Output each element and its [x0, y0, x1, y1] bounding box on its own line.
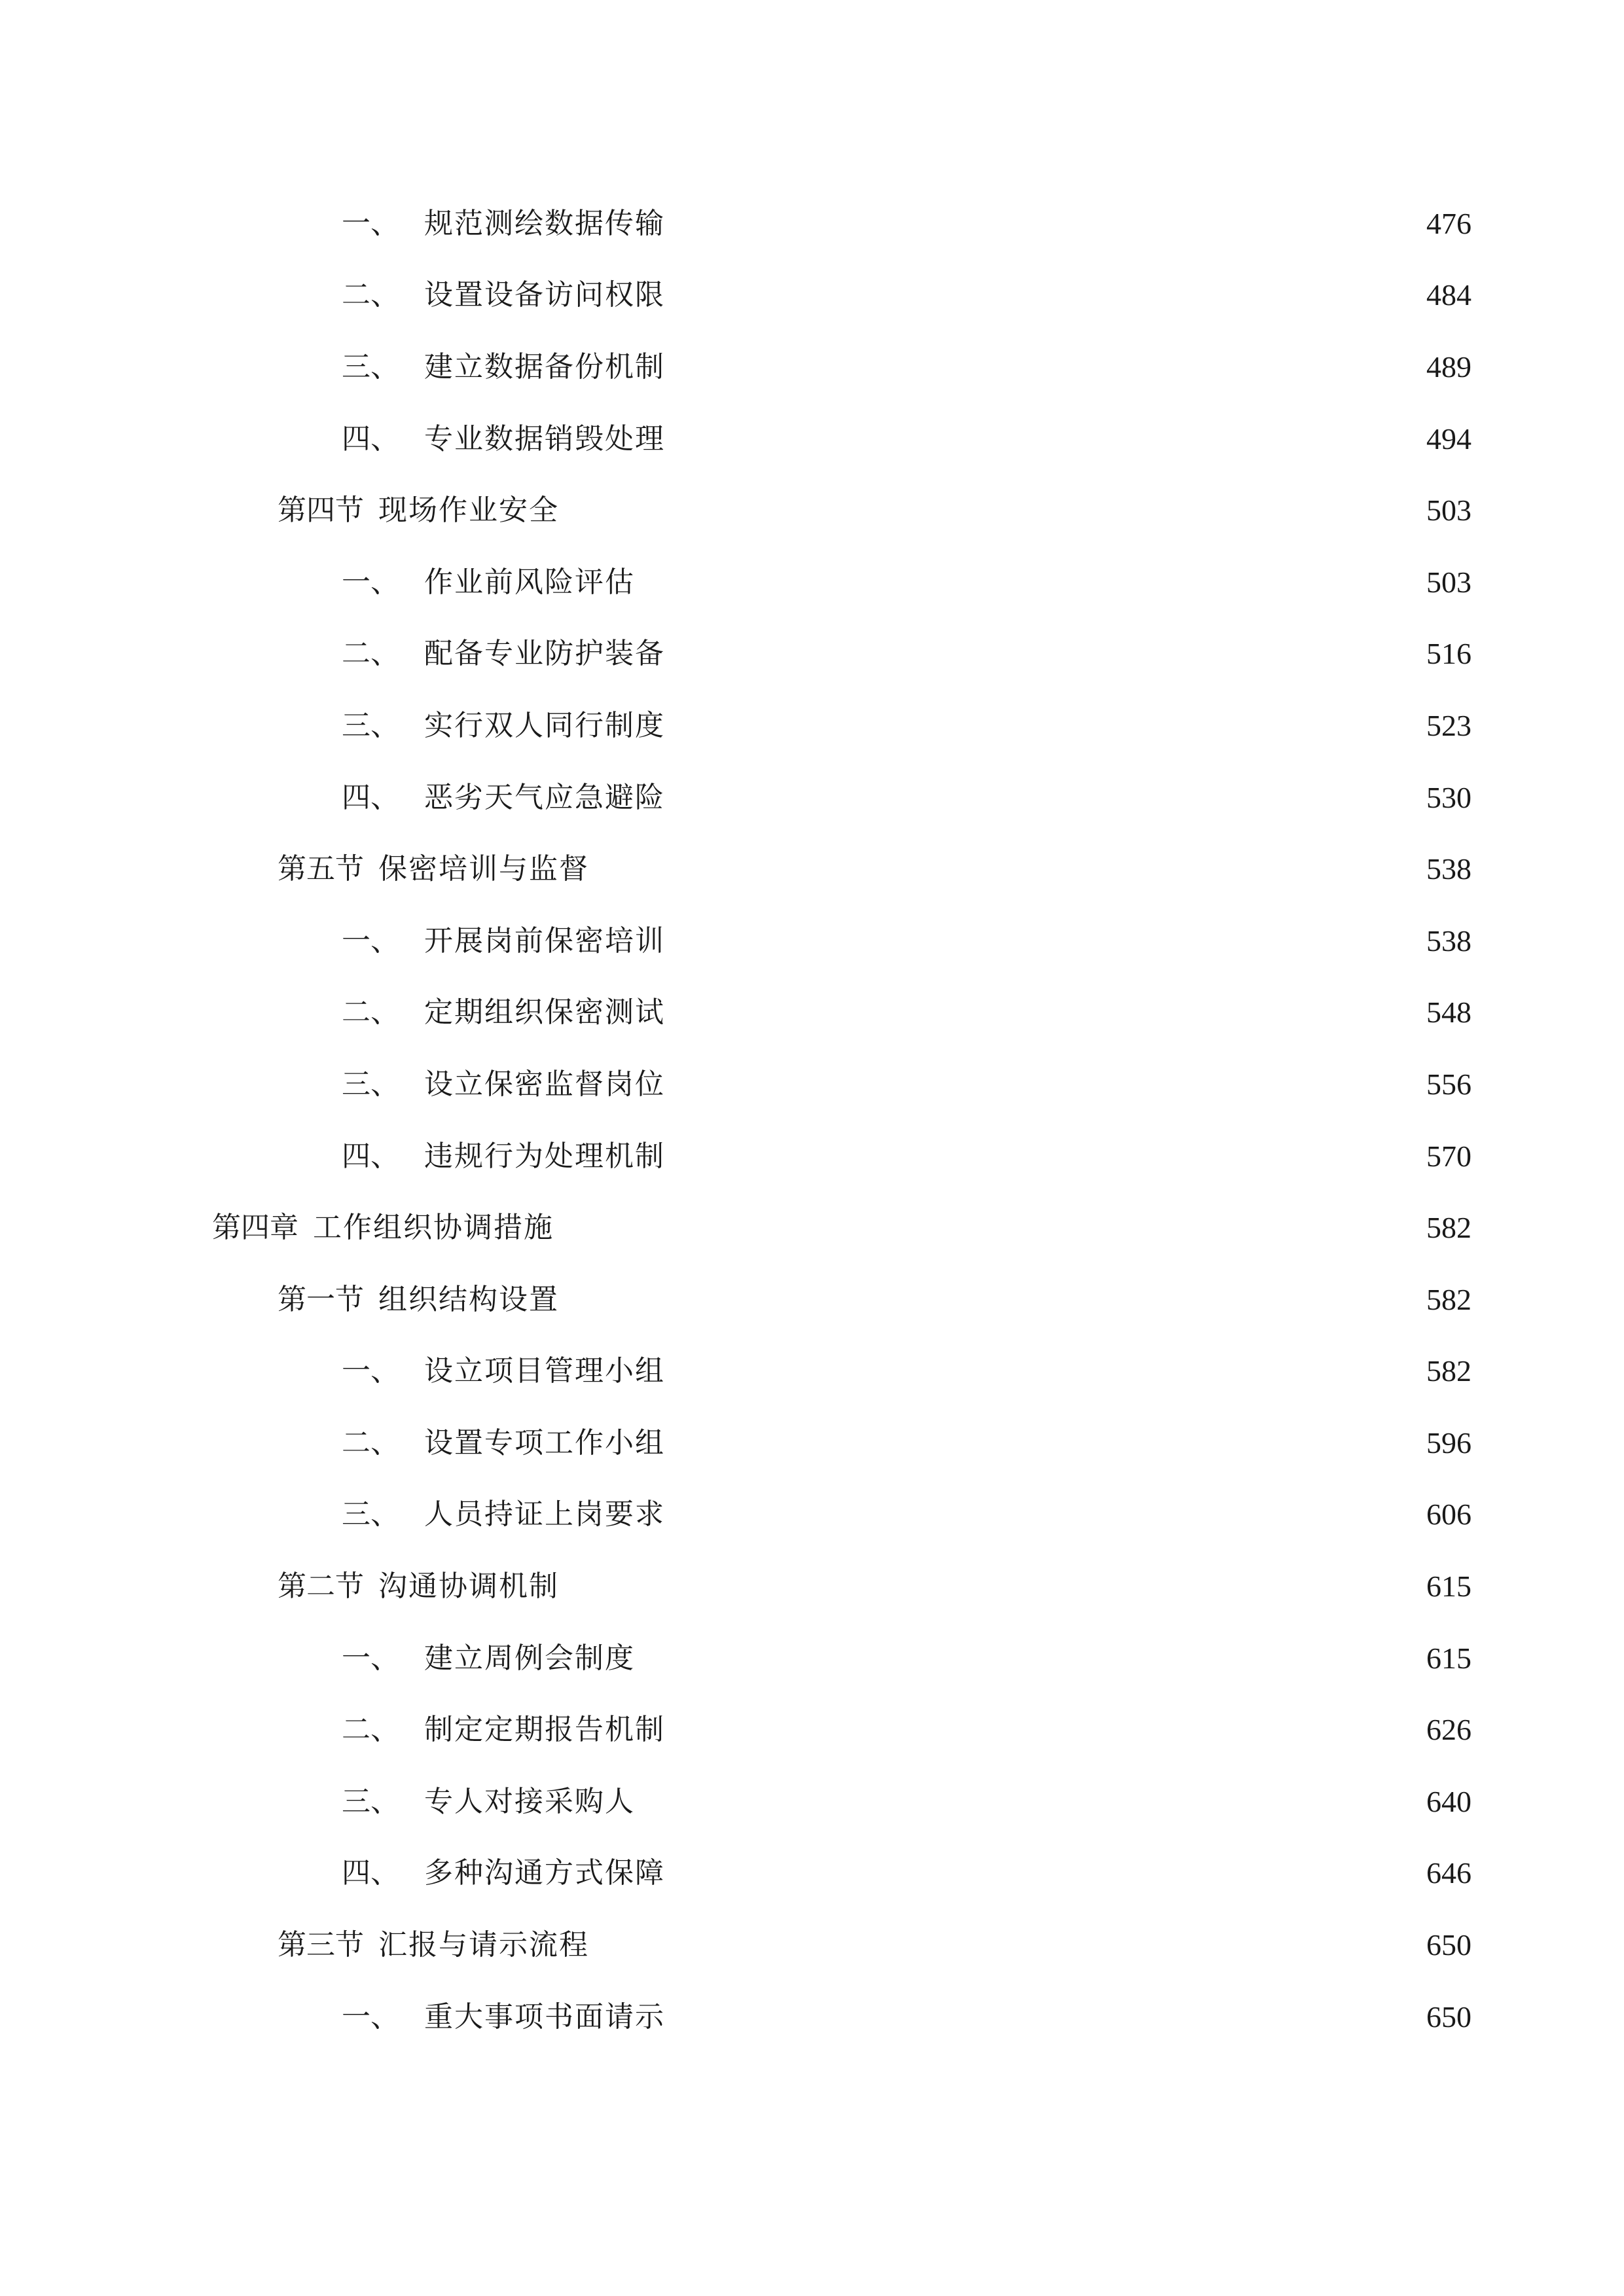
toc-entry-page-number: 548	[1426, 996, 1471, 1030]
toc-entry-page-number: 615	[1426, 1641, 1471, 1675]
toc-entry[interactable]	[0, 1192, 1624, 1264]
dot-leader	[674, 1500, 1388, 1529]
toc-entry[interactable]	[0, 403, 1624, 475]
toc-entry-number: 二、	[342, 1426, 399, 1460]
dot-leader	[674, 425, 1388, 454]
toc-entry[interactable]	[0, 475, 1624, 547]
toc-entry-title: 实行双人同行制度	[424, 708, 665, 742]
dot-leader	[674, 783, 1388, 812]
toc-entry-page-number: 516	[1426, 637, 1471, 671]
toc-entry-number: 三、	[342, 1067, 399, 1101]
dot-leader	[674, 1142, 1388, 1171]
toc-entry-number: 一、	[342, 565, 399, 599]
toc-entry-number: 一、	[342, 2000, 399, 2034]
toc-entry-title: 专人对接采购人	[424, 1784, 635, 1818]
toc-entry-number: 第三节	[278, 1928, 364, 1962]
toc-entry[interactable]	[0, 1623, 1624, 1695]
dot-leader	[674, 998, 1388, 1027]
dot-leader	[674, 1070, 1388, 1099]
toc-entry-page-number: 476	[1426, 206, 1471, 240]
dot-leader	[568, 1285, 1388, 1314]
dot-leader	[674, 353, 1388, 382]
toc-entry[interactable]	[0, 1336, 1624, 1408]
toc-entry-number: 三、	[342, 1784, 399, 1818]
toc-entry-page-number: 582	[1426, 1282, 1471, 1316]
toc-entry-number: 第二节	[278, 1570, 364, 1604]
toc-entry-number: 三、	[342, 350, 399, 384]
toc-entry-page-number: 626	[1426, 1713, 1471, 1747]
toc-entry-page-number: 530	[1426, 780, 1471, 814]
dot-leader	[674, 711, 1388, 740]
dot-leader	[674, 927, 1388, 956]
toc-entry-title: 人员持证上岗要求	[424, 1498, 665, 1532]
toc-entry-number: 三、	[342, 1498, 399, 1532]
toc-entry-title: 重大事项书面请示	[424, 2000, 665, 2034]
table-of-contents	[0, 188, 1624, 2053]
toc-entry-number: 一、	[342, 1354, 399, 1388]
toc-entry[interactable]	[0, 1694, 1624, 1766]
toc-entry-page-number: 503	[1426, 493, 1471, 528]
toc-entry[interactable]	[0, 905, 1624, 977]
toc-entry[interactable]	[0, 331, 1624, 403]
toc-entry-number: 一、	[342, 1641, 399, 1675]
toc-entry-title: 定期组织保密测试	[424, 996, 665, 1030]
dot-leader	[674, 209, 1388, 238]
toc-entry-title: 规范测绘数据传输	[424, 206, 665, 240]
toc-entry-number: 第一节	[278, 1282, 364, 1316]
toc-entry[interactable]	[0, 977, 1624, 1049]
toc-entry-page-number: 538	[1426, 924, 1471, 958]
toc-entry[interactable]	[0, 547, 1624, 619]
toc-entry-number: 三、	[342, 708, 399, 742]
toc-entry-page-number: 582	[1426, 1354, 1471, 1388]
toc-entry-page-number: 494	[1426, 422, 1471, 456]
toc-entry-number: 二、	[342, 278, 399, 312]
toc-entry-title: 作业前风险评估	[424, 565, 635, 599]
toc-entry-number: 一、	[342, 206, 399, 240]
toc-entry-page-number: 582	[1426, 1211, 1471, 1245]
toc-entry-page-number: 646	[1426, 1856, 1471, 1890]
dot-leader	[644, 1644, 1388, 1673]
dot-leader	[598, 855, 1388, 884]
toc-entry[interactable]	[0, 1479, 1624, 1551]
toc-entry[interactable]	[0, 1766, 1624, 1838]
toc-entry-title: 设立保密监督岗位	[424, 1067, 665, 1101]
toc-entry-page-number: 489	[1426, 350, 1471, 384]
toc-entry-number: 四、	[342, 780, 399, 814]
toc-entry[interactable]	[0, 762, 1624, 834]
toc-entry[interactable]	[0, 1838, 1624, 1910]
dot-leader	[644, 1787, 1388, 1816]
dot-leader	[674, 1357, 1388, 1386]
toc-entry-page-number: 538	[1426, 852, 1471, 886]
dot-leader	[563, 1213, 1388, 1242]
toc-entry-page-number: 596	[1426, 1426, 1471, 1460]
toc-entry-number: 一、	[342, 924, 399, 958]
toc-entry-page-number: 650	[1426, 2000, 1471, 2034]
toc-entry[interactable]	[0, 1264, 1624, 1336]
toc-entry-title: 汇报与请示流程	[378, 1928, 589, 1962]
toc-entry-number: 四、	[342, 422, 399, 456]
dot-leader	[674, 1429, 1388, 1458]
toc-entry-number: 四、	[342, 1856, 399, 1890]
toc-entry-page-number: 650	[1426, 1928, 1471, 1962]
toc-entry-number: 四、	[342, 1139, 399, 1173]
toc-entry-title: 制定定期报告机制	[424, 1713, 665, 1747]
toc-entry[interactable]	[0, 1981, 1624, 2053]
toc-entry-page-number: 606	[1426, 1498, 1471, 1532]
toc-entry-title: 建立数据备份机制	[424, 350, 665, 384]
toc-entry[interactable]	[0, 833, 1624, 905]
toc-entry-title: 违规行为处理机制	[424, 1139, 665, 1173]
toc-entry-number: 二、	[342, 1713, 399, 1747]
dot-leader	[674, 1859, 1388, 1888]
dot-leader	[674, 1715, 1388, 1744]
toc-entry-title: 建立周例会制度	[424, 1641, 635, 1675]
toc-entry[interactable]	[0, 188, 1624, 260]
dot-leader	[598, 1931, 1388, 1960]
toc-entry-page-number: 523	[1426, 708, 1471, 742]
toc-entry-page-number: 484	[1426, 278, 1471, 312]
toc-entry-title: 组织结构设置	[378, 1282, 559, 1316]
toc-entry[interactable]	[0, 690, 1624, 762]
toc-entry[interactable]	[0, 1049, 1624, 1121]
toc-entry[interactable]	[0, 1407, 1624, 1479]
toc-entry-page-number: 570	[1426, 1139, 1471, 1173]
toc-entry-number: 二、	[342, 637, 399, 671]
toc-entry[interactable]	[0, 619, 1624, 691]
toc-entry-page-number: 503	[1426, 565, 1471, 599]
toc-entry-page-number: 556	[1426, 1067, 1471, 1101]
toc-entry-number: 第四章	[212, 1211, 298, 1245]
toc-entry[interactable]	[0, 260, 1624, 332]
dot-leader	[674, 2003, 1388, 2032]
toc-entry-number: 二、	[342, 996, 399, 1030]
toc-entry[interactable]	[0, 1121, 1624, 1193]
toc-entry-title: 沟通协调机制	[378, 1570, 559, 1604]
toc-entry-number: 第五节	[278, 852, 364, 886]
toc-entry[interactable]	[0, 1551, 1624, 1623]
toc-entry-number: 第四节	[278, 493, 364, 528]
toc-entry-title: 配备专业防护装备	[424, 637, 665, 671]
toc-entry-page-number: 615	[1426, 1570, 1471, 1604]
toc-entry-title: 设置设备访问权限	[424, 278, 665, 312]
toc-entry-title: 恶劣天气应急避险	[424, 780, 665, 814]
toc-entry-title: 开展岗前保密培训	[424, 924, 665, 958]
toc-entry[interactable]	[0, 1909, 1624, 1981]
toc-entry-title: 多种沟通方式保障	[424, 1856, 665, 1890]
dot-leader	[644, 568, 1388, 597]
toc-entry-title: 设立项目管理小组	[424, 1354, 665, 1388]
toc-entry-page-number: 640	[1426, 1784, 1471, 1818]
dot-leader	[674, 281, 1388, 310]
dot-leader	[674, 639, 1388, 668]
dot-leader	[568, 496, 1388, 525]
toc-entry-title: 专业数据销毁处理	[424, 422, 665, 456]
toc-entry-title: 设置专项工作小组	[424, 1426, 665, 1460]
toc-entry-title: 工作组织协调措施	[313, 1211, 554, 1245]
toc-entry-title: 现场作业安全	[378, 493, 559, 528]
dot-leader	[568, 1572, 1388, 1601]
toc-entry-title: 保密培训与监督	[378, 852, 589, 886]
